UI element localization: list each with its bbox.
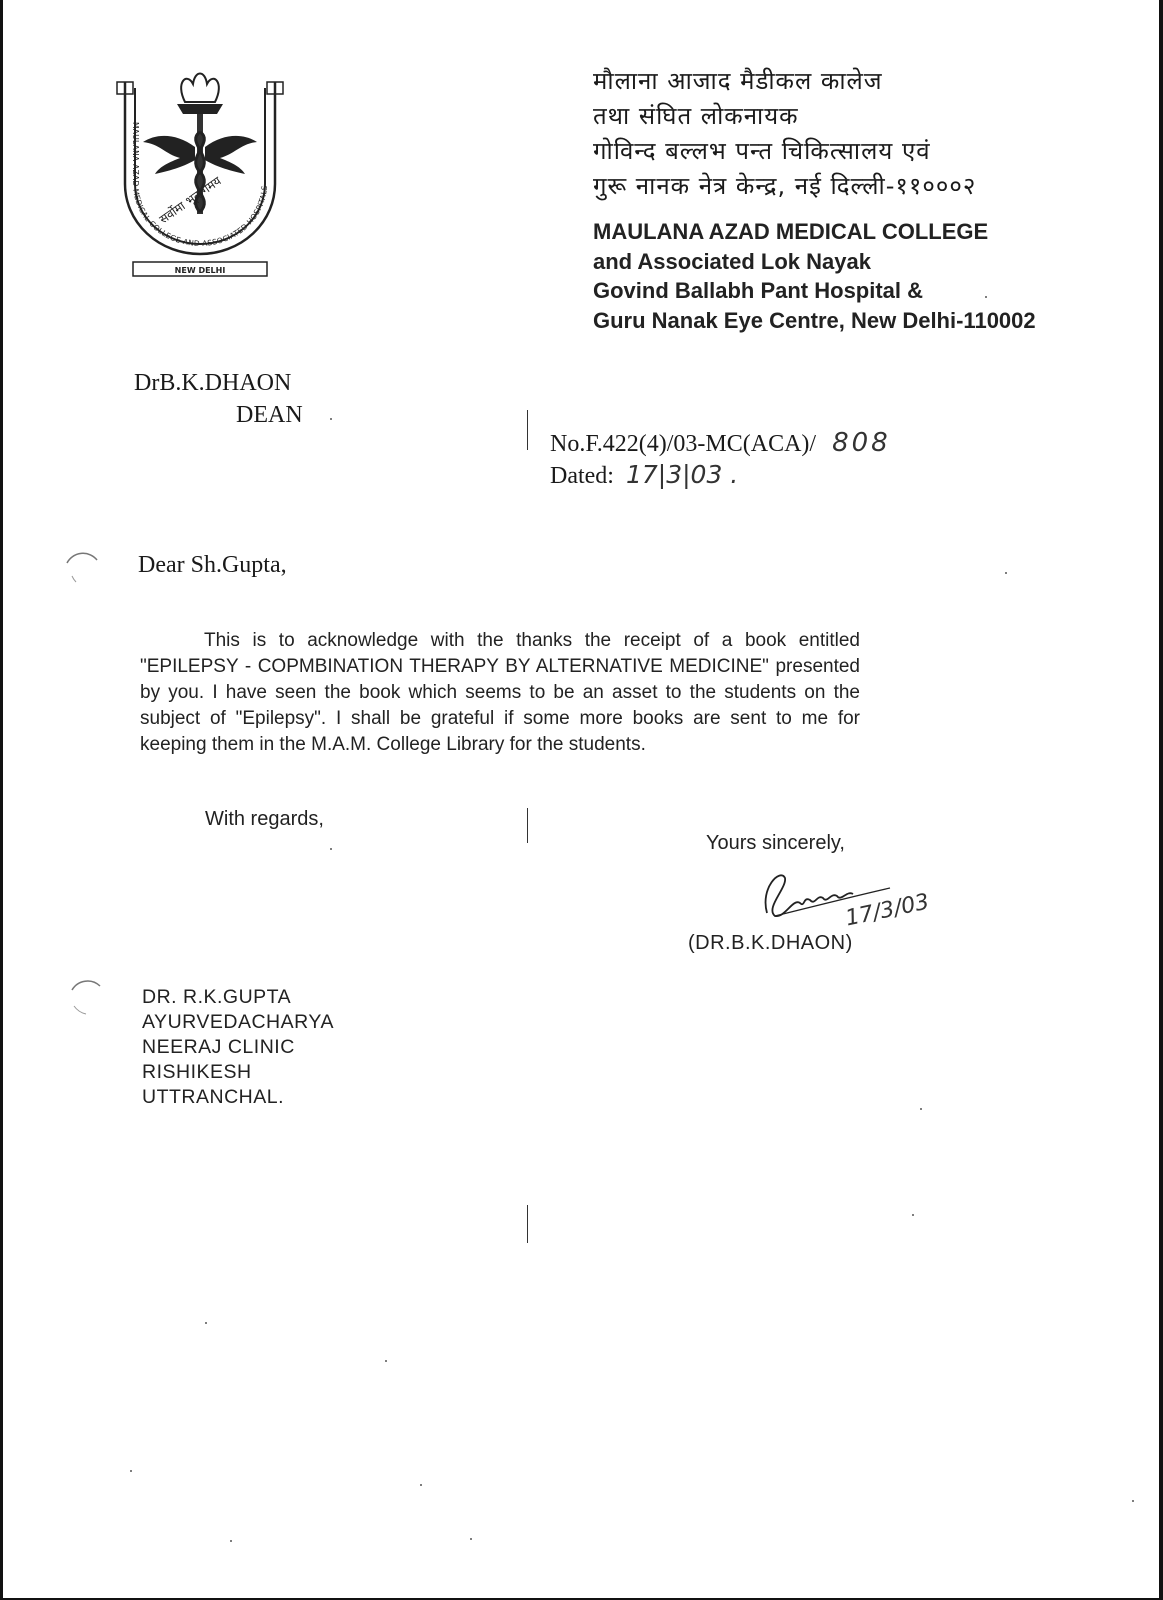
scan-speck — [920, 1108, 922, 1110]
hindi-line: गोविन्द बल्लभ पन्त चिकित्सालय एवं — [593, 137, 931, 165]
reference-number — [550, 428, 891, 458]
scan-speck — [420, 1484, 422, 1486]
reference-date — [550, 460, 738, 490]
scan-edge-right — [1159, 0, 1163, 1600]
english-line: Govind Ballabh Pant Hospital & — [593, 278, 924, 303]
english-line: Guru Nanak Eye Centre, New Delhi-110002 — [593, 307, 1036, 333]
emblem-motto: सर्वोमा भूत गमय — [156, 173, 224, 227]
scan-speck — [230, 1540, 232, 1542]
recipient-line: DR. R.K.GUPTA — [142, 986, 292, 1008]
signoff-yours: Yours sincerely, — [706, 832, 845, 854]
scan-speck — [985, 296, 987, 298]
hindi-line: तथा संघित लोकनायक — [593, 102, 799, 130]
fold-mark — [527, 410, 528, 450]
reference-date-label: Dated: — [550, 463, 614, 489]
scan-speck — [130, 1470, 132, 1472]
english-line: MAULANA AZAD MEDICAL COLLEGE — [593, 219, 989, 244]
letter-body-text: This is to acknowledge with the thanks the receipt of a book entitled "EPILEPSY - COPMBINATION THERAPY BY ALTERNATIVE MEDICINE" presented by you. I have seen the book which seems to be an asset to the students on the subject of "Epilepsy". I shall be grateful if some more books are sent to me for keeping them in the M.A.M. College Library for the students. — [140, 630, 860, 755]
hindi-line: गुरू नानक नेत्र केन्द्र, नई दिल्ली-११०००२ — [593, 172, 977, 200]
reference-date-handwritten: 17|3|03 . — [625, 460, 739, 489]
fold-mark — [527, 1205, 528, 1243]
hindi-line: मौलाना आजाद मैडीकल कालेज — [593, 67, 883, 95]
closing: With regards, — [205, 808, 324, 830]
college-emblem — [105, 62, 295, 287]
punch-hole-mark — [62, 548, 102, 588]
reference-number-label: No.F.422(4)/03-MC(ACA)/ — [550, 431, 817, 457]
signature-date: 17/3/03 — [843, 889, 932, 932]
reference-number-handwritten: 808 — [832, 428, 891, 458]
scan-speck — [1132, 1500, 1134, 1502]
letterhead-hindi — [593, 64, 1133, 204]
salutation: Dear Sh.Gupta, — [138, 552, 287, 578]
scan-speck — [470, 1538, 472, 1540]
sender-title: DEAN — [236, 402, 303, 428]
recipient-line: NEERAJ CLINIC — [142, 1036, 295, 1058]
punch-hole-mark — [66, 976, 106, 1020]
scan-speck — [330, 418, 332, 420]
letterhead-english — [593, 217, 1133, 335]
sender-name: DrB.K.DHAON — [134, 370, 292, 396]
recipient-line: UTTRANCHAL. — [142, 1086, 285, 1108]
signoff-name: (DR.B.K.DHAON) — [688, 932, 853, 954]
recipient-address — [142, 985, 334, 1110]
recipient-line: RISHIKESH — [142, 1061, 252, 1083]
recipient-line: AYURVEDACHARYA — [142, 1011, 334, 1033]
letter-body — [140, 628, 860, 758]
scan-speck — [330, 848, 332, 850]
fold-mark — [527, 808, 528, 843]
scan-speck — [385, 1360, 387, 1362]
scan-edge-left — [0, 0, 3, 1600]
emblem-place: NEW DELHI — [174, 266, 226, 275]
scan-speck — [1005, 572, 1007, 574]
scan-speck — [205, 1322, 207, 1324]
emblem-ring-text: MAULANA AZAD MEDICAL COLLEGE AND ASSOCIATED HOSPITALS — [131, 122, 270, 249]
english-line: and Associated Lok Nayak — [593, 248, 871, 274]
scan-speck — [912, 1214, 914, 1216]
